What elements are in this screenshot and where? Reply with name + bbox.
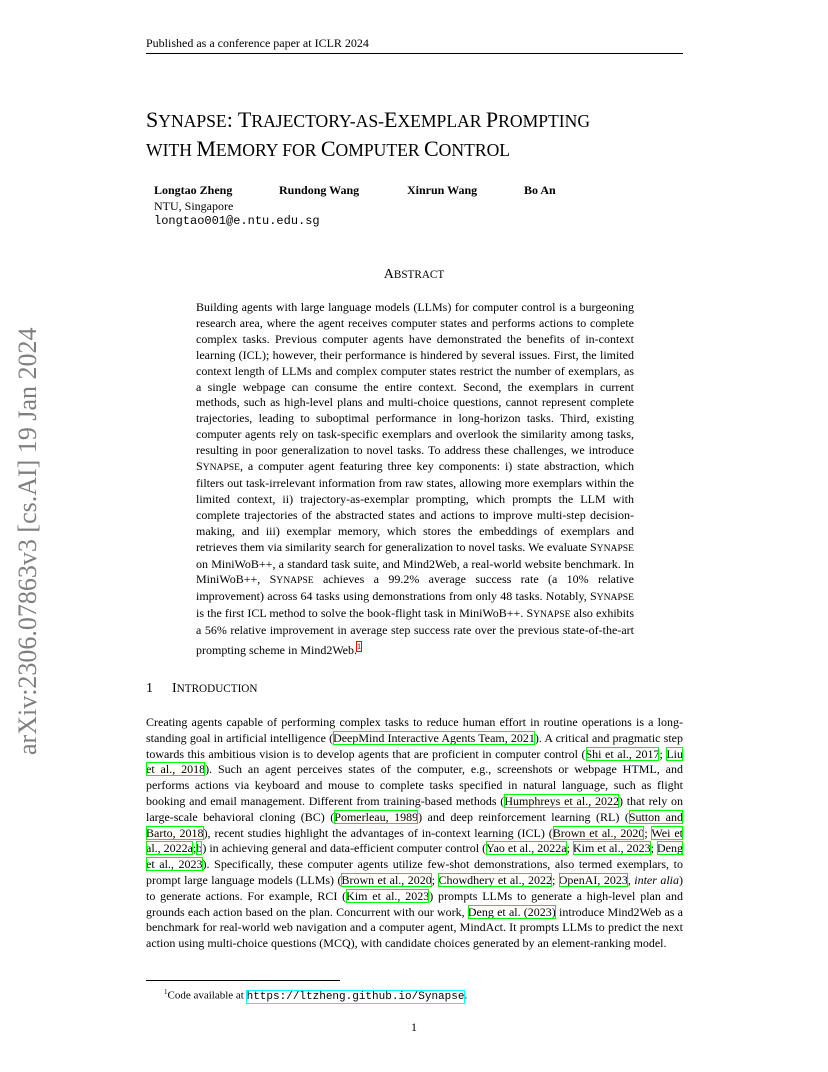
section-title-cap: I [172,681,177,696]
text-run: ; [644,825,652,840]
text-run: introduce Mind2Web as a benchmark for real-world web navigation and a computer agent, MindAct. It prompts LLMs to predict the next action using multi-choice questions (MCQ), with candidate choices generated by an element-ranking model. [146,904,683,951]
section-number: 1 [146,681,153,696]
text-run: ) to generate actions. For example, RCI ( [146,872,684,903]
citation-link[interactable]: b [196,841,203,856]
author-name: Bo An [524,183,556,197]
title-smallcaps: YNAPSE [158,111,227,131]
text-run: ; [431,872,439,887]
text-run: ) prompts LLMs to generate a high-level plan and grounds each action based on the plan. Concurrent with our work, [146,888,684,919]
text-run: also exhibits a 56% relative improvement in average step success rate over the previous state-of-the-art prompting scheme in Mind2Web. [196,606,635,658]
text-run: Creating agents capable of performing complex tasks to reduce human effort in routine operations is a long-standing goal in artificial intelligence ( [146,715,683,745]
system-name-smallcaps: YNAPSE [533,609,571,621]
text-run: is the first ICL method to solve the book-flight task in MiniWoB++. [196,606,527,621]
footnote-rule [146,980,340,981]
title-smallcaps: EMORY FOR [215,140,321,160]
title-cap: M [196,136,216,161]
abstract-heading-cap: A [383,267,394,282]
footnote-url-link[interactable]: https://ltzheng.github.io/Synapse [246,990,465,1003]
page-number: 1 [411,1020,417,1034]
text-run: ; [659,746,667,761]
author-name: Xinrun Wang [407,183,478,197]
system-name-cap: S [196,459,203,474]
system-name-cap: S [589,589,597,604]
title-cap: E [384,107,398,132]
citation-link[interactable]: DeepMind Interactive Agents Team, 2021 [333,730,535,745]
citation-link[interactable]: Pomerleau, 1989 [334,809,419,824]
system-name-smallcaps: YNAPSE [596,542,634,554]
title-line-1 [146,106,686,135]
text-run: on MiniWoB++, a standard task suite, and Mind2Web, a real-world website benchmark. In MiniWoB++, [196,556,634,587]
text-run: , [627,872,635,887]
title-cap: S [146,107,159,132]
citation-link[interactable]: Wei et al., 2022a [146,825,683,856]
author-name: Rundong Wang [279,183,360,197]
title-smallcaps: RAJECTORY-AS- [251,111,384,131]
footnote-text: Code available at [167,989,247,1002]
system-name-cap: S [526,606,534,621]
introduction-text [146,715,683,952]
title-line-2 [146,135,686,164]
citation-link[interactable]: Brown et al., 2020 [341,872,432,887]
system-name-smallcaps: YNAPSE [202,462,241,474]
system-name-cap: S [269,572,277,587]
text-run: ) and deep reinforcement learning (RL) ( [418,809,629,824]
title-smallcaps: ONTROL [438,140,511,160]
title-smallcaps: XEMPLAR [397,111,486,131]
text-run: ; [552,872,559,887]
citation-link[interactable]: Yao et al., 2022a [486,841,567,856]
citation-link[interactable]: Brown et al., 2020 [552,825,645,840]
abstract-heading-rest: BSTRACT [393,269,445,281]
system-name-smallcaps: YNAPSE [276,575,314,587]
text-run: ) in achieving general and data-efficient computer control ( [202,841,487,856]
footnote-end: . [464,989,468,1002]
citation-link[interactable]: Deng et al. (2023) [467,904,556,919]
affiliation: NTU, Singapore [154,199,234,213]
footnote [164,988,467,1003]
section-title-rest: NTRODUCTION [176,683,258,695]
section-heading [146,681,257,697]
citation-link[interactable]: Liu et al., 2018 [146,746,684,777]
abstract-heading [0,267,828,283]
citation-link[interactable]: Deng et al., 2023 [146,841,684,872]
title-smallcaps: WITH [146,140,197,160]
title-smallcaps: OMPUTER [335,140,424,160]
paper-title [146,106,686,164]
text-run: ) that rely on large-scale behavioral cloning (BC) ( [146,793,684,824]
title-cap: P [485,107,499,132]
citation-link[interactable]: Sutton and Barto, 2018 [146,809,683,840]
text-run: ). Specifically, these computer agents utilize few-shot demonstrations, also termed exemplars, to prompt large language models (LLMs) ( [146,857,683,887]
text-run: , a computer agent featuring three key components: i) state abstraction, which filters out task-irrelevant information from raw states, allowing more exemplars within the limited context, ii) trajectory-as-exemplar prompting, which prompts the LLM with complete trajectories of the abstracted states and actions to improve multi-step decision-making, and iii) exemplar memory, which stores the embeddings of exemplars and retrieves them via similarity search for generalization to novel tasks. We evaluate [196,459,634,554]
text-run: ). Such an agent perceives states of the computer, e.g., screenshots or webpage HTML, and performs actions via keyboard and mouse to complete tasks specified in natural language, such as flight booking and email management. Different from training-based methods ( [146,762,683,808]
title-cap: T [237,107,252,132]
text-run: ). A critical and pragmatic step towards this ambitious vision is to develop agents that are proficient in computer control ( [146,730,683,761]
arxiv-identifier: arXiv:2306.07863v3 [cs.AI] 19 Jan 2024 [13,327,42,755]
title-cap: C [320,136,336,161]
text-run: ; [566,841,573,856]
author-email[interactable]: longtao001@e.ntu.edu.sg [154,214,320,228]
italic-text: inter alia [634,872,680,887]
citation-link[interactable]: Chowdhery et al., 2022 [438,872,553,887]
title-text: : [226,107,238,132]
footnote-link[interactable]: 1 [357,642,362,652]
citation-link[interactable]: Shi et al., 2017 [585,746,660,761]
text-run: ; [193,841,197,856]
header-rule [146,53,683,54]
running-header: Published as a conference paper at ICLR 2024 [146,36,369,50]
title-cap: C [423,136,439,161]
citation-link[interactable]: Humphreys et al., 2022 [504,793,619,808]
citation-link[interactable]: OpenAI, 2023 [558,872,628,887]
author-name: Longtao Zheng [154,183,233,197]
abstract-text [196,300,634,659]
footnote-mark: 1 [164,988,168,996]
text-run: ; [650,841,658,856]
text-run: ), recent studies highlight the advantages of in-context learning (ICL) ( [203,825,553,840]
citation-link[interactable]: Kim et al., 2023 [346,888,430,903]
text-run: Building agents with large language models (LLMs) for computer control is a burgeoning research area, where the agent receives computer states and performs actions to complete complex tasks. Previous computer agents have demonstrated the benefits of in-context learning (ICL); however, their performance is hindered by several issues. First, the limited context length of LLMs and complex computer states restrict the number of exemplars, as a single webpage can consume the entire context. Second, the exemplars in current methods, such as high-level plans and multi-choice questions, cannot represent complete trajectories, leading to suboptimal performance in long-horizon tasks. Third, existing computer agents rely on task-specific exemplars and overlook the similarity among tasks, resulting in poor generalization to novel tasks. To address these challenges, we introduce [196,300,634,458]
title-smallcaps: ROMPTING [498,111,591,131]
system-name-smallcaps: YNAPSE [596,592,634,604]
system-name-cap: S [589,539,597,554]
citation-link[interactable]: Kim et al., 2023 [572,841,651,856]
text-run: achieves a 99.2% average success rate (a 10% relative improvement) across 64 tasks using demonstrations from only 48 tasks. Notably, [196,572,635,604]
